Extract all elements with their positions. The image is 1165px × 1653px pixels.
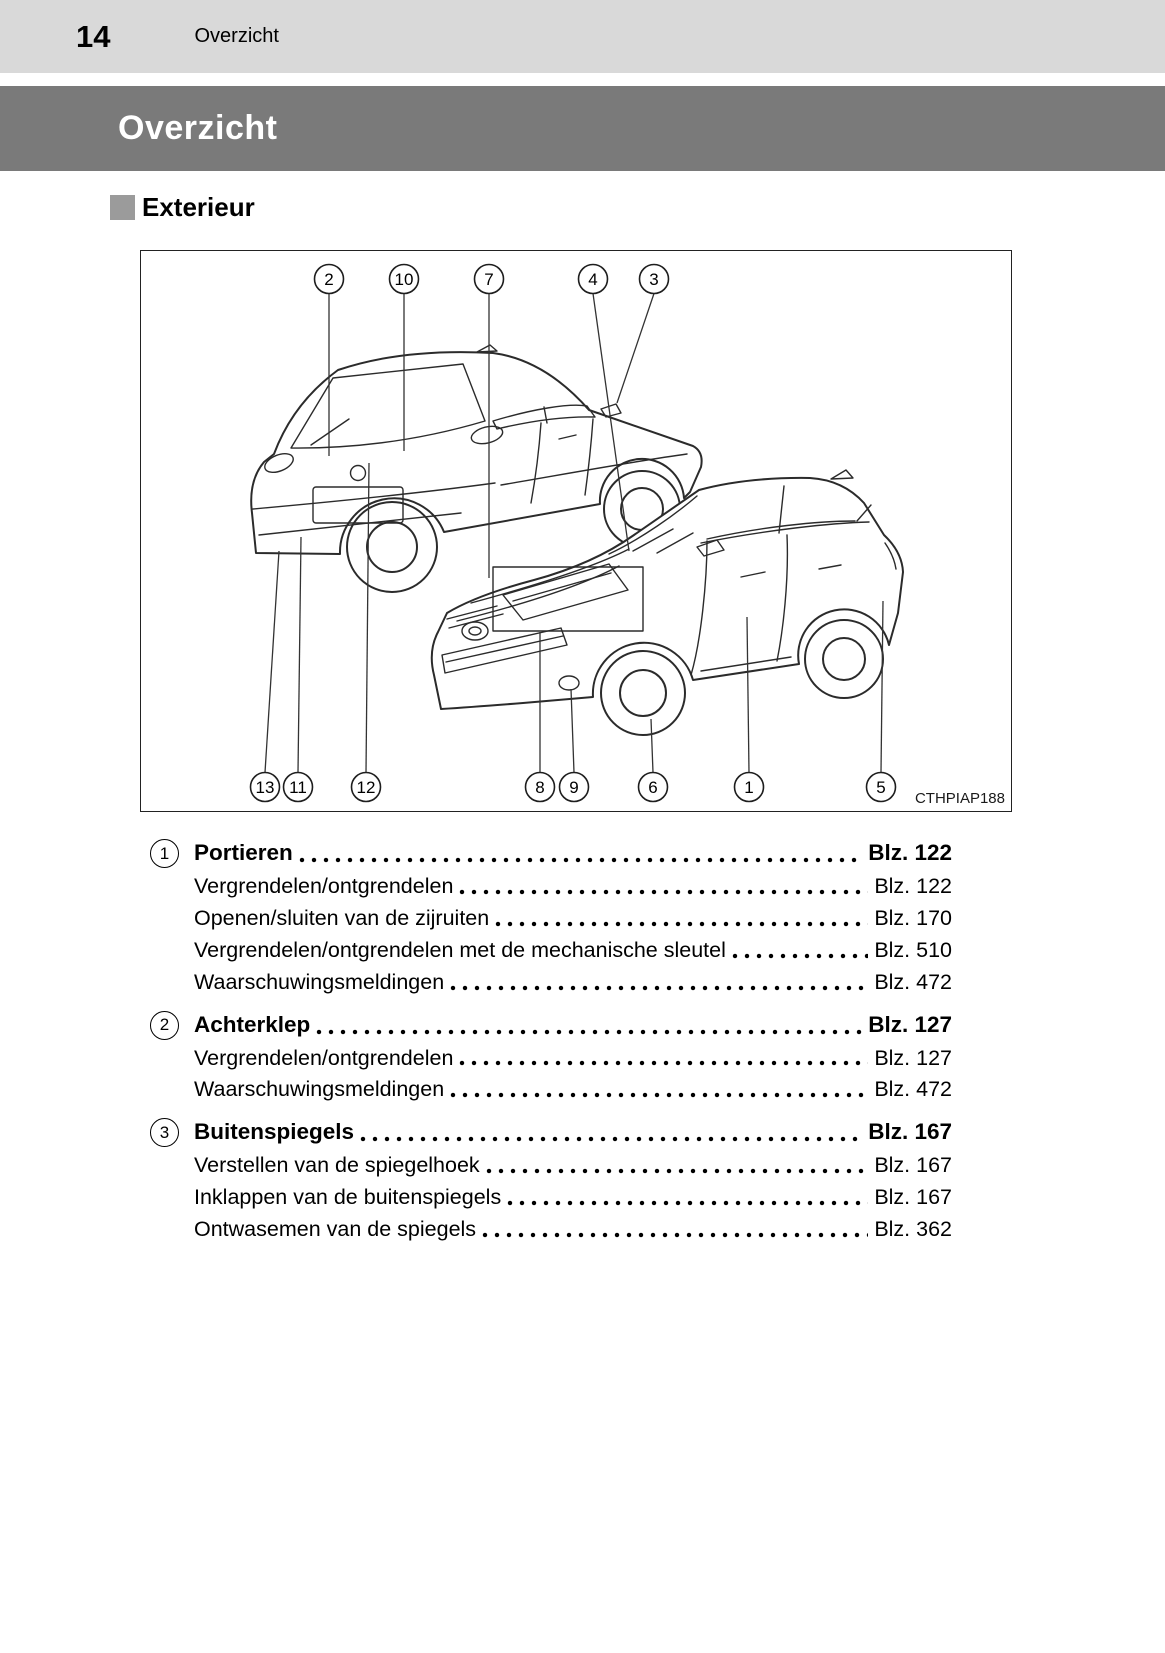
- item-number-badge: 2: [150, 1011, 179, 1040]
- index-subitem: [150, 1045, 952, 1072]
- side-mirror: [601, 404, 621, 417]
- subitem-page-ref: Blz. 510: [874, 937, 952, 962]
- index-subitem: [150, 873, 952, 900]
- item-title: Portieren: [194, 840, 293, 865]
- subitem-page-ref: Blz. 167: [874, 1185, 952, 1210]
- exterior-figure: [140, 250, 1012, 812]
- svg-text:11: 11: [289, 778, 307, 797]
- svg-text:9: 9: [569, 778, 579, 797]
- svg-text:8: 8: [535, 778, 545, 797]
- dot-leader: [495, 921, 868, 927]
- dot-leader: [459, 1060, 868, 1066]
- index-item: [150, 1118, 952, 1147]
- index-subitem: [150, 1152, 952, 1179]
- svg-text:12: 12: [356, 778, 376, 797]
- item-number-badge: 3: [150, 1118, 179, 1147]
- figure-code: CTHPIAP188: [914, 790, 1005, 807]
- item-title: Buitenspiegels: [194, 1119, 355, 1145]
- svg-text:5: 5: [876, 778, 886, 797]
- subitem-page-ref: Blz. 472: [874, 969, 952, 994]
- item-page-ref: Blz. 167: [868, 1119, 952, 1145]
- item-page-ref: Blz. 127: [868, 1011, 952, 1037]
- diagram-callout: [560, 773, 589, 802]
- section-heading: [110, 192, 255, 223]
- svg-text:1: 1: [744, 778, 754, 797]
- wheel: [601, 651, 685, 735]
- dot-leader: [486, 1168, 869, 1174]
- diagram-callout: [352, 773, 381, 802]
- diagram-callout: [284, 773, 313, 802]
- svg-text:6: 6: [648, 778, 658, 797]
- page-number: 14: [76, 18, 111, 54]
- subitem-label: Inklappen van de buitenspiegels: [194, 1185, 502, 1210]
- index-item: [150, 839, 952, 868]
- subitem-label: Waarschuwingsmeldingen: [194, 969, 445, 994]
- diagram-callout: [579, 265, 608, 294]
- svg-text:7: 7: [484, 270, 494, 289]
- subitem-label: Openen/sluiten van de zijruiten: [194, 905, 490, 930]
- subitem-page-ref: Blz. 472: [874, 1077, 952, 1102]
- diagram-callout: [735, 773, 764, 802]
- index-subitem: [150, 937, 952, 964]
- subitem-label: Waarschuwingsmeldingen: [194, 1077, 445, 1102]
- item-page-ref: Blz. 122: [868, 840, 952, 865]
- item-number-badge: 1: [150, 839, 179, 868]
- chapter-banner: [0, 86, 1165, 171]
- svg-text:2: 2: [324, 270, 334, 289]
- dot-leader: [732, 953, 868, 959]
- diagram-callout: [475, 265, 504, 294]
- running-header: [0, 0, 1165, 73]
- wheel: [805, 620, 883, 698]
- subitem-label: Vergrendelen/ontgrendelen met de mechanische sleutel: [194, 937, 726, 962]
- roof-antenna: [831, 470, 853, 479]
- index-subitem: [150, 905, 952, 932]
- dot-leader: [450, 985, 868, 991]
- index-subitem: [150, 1184, 952, 1211]
- dot-leader: [316, 1029, 862, 1035]
- subitem-page-ref: Blz. 122: [874, 874, 952, 898]
- subitem-page-ref: Blz. 170: [874, 905, 952, 930]
- subitem-label: Vergrendelen/ontgrendelen: [194, 1045, 454, 1070]
- header-breadcrumb: Overzicht: [194, 25, 279, 47]
- subitem-label: Ontwasemen van de spiegels: [194, 1217, 477, 1241]
- subitem-label: Verstellen van de spiegelhoek: [194, 1153, 480, 1178]
- dot-leader: [482, 1232, 868, 1238]
- dot-leader: [459, 889, 868, 895]
- roof-antenna: [477, 345, 497, 352]
- svg-text:10: 10: [394, 270, 414, 289]
- diagram-callout: [639, 773, 668, 802]
- exterior-diagram: [141, 251, 1009, 809]
- item-title: Achterklep: [194, 1011, 311, 1037]
- diagram-callout: [251, 773, 280, 802]
- diagram-callout: [526, 773, 555, 802]
- svg-text:3: 3: [649, 270, 659, 289]
- section-title: Exterieur: [142, 192, 255, 222]
- index-subitem: [150, 969, 952, 996]
- diagram-callout: [867, 773, 896, 802]
- subitem-page-ref: Blz. 127: [874, 1045, 952, 1070]
- wheel: [347, 502, 437, 592]
- subitem-page-ref: Blz. 167: [874, 1153, 952, 1178]
- chapter-title: Overzicht: [118, 109, 278, 147]
- dot-leader: [299, 857, 862, 863]
- dot-leader: [507, 1200, 868, 1206]
- index-subitem: [150, 1076, 952, 1103]
- diagram-callout: [390, 265, 419, 294]
- dot-leader: [450, 1092, 868, 1098]
- svg-text:4: 4: [588, 270, 598, 289]
- index-item: [150, 1011, 952, 1040]
- diagram-callout: [315, 265, 344, 294]
- subitem-page-ref: Blz. 362: [874, 1217, 952, 1241]
- dot-leader: [360, 1136, 862, 1142]
- section-square-icon: [110, 195, 135, 220]
- index-subitem: [150, 1216, 952, 1243]
- component-index: [150, 824, 952, 1248]
- svg-text:13: 13: [255, 778, 275, 797]
- diagram-callout: [640, 265, 669, 294]
- subitem-label: Vergrendelen/ontgrendelen: [194, 874, 454, 898]
